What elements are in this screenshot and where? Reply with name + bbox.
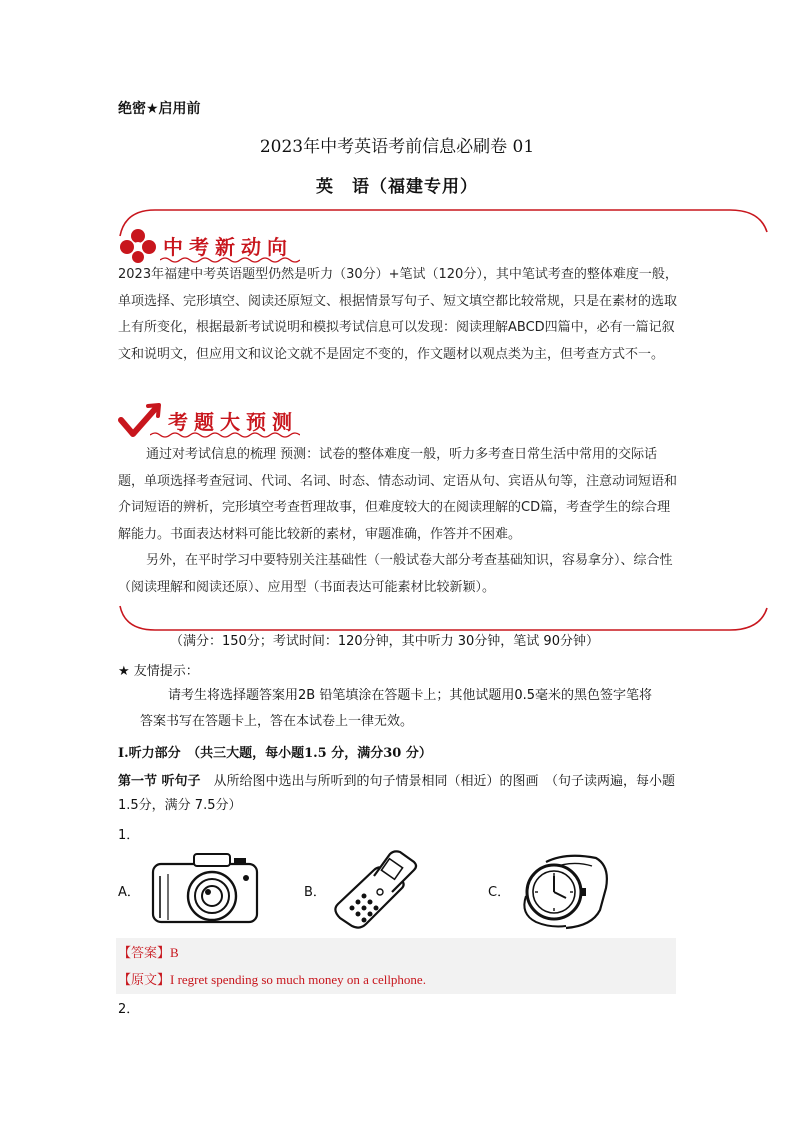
tip-body — [118, 683, 678, 735]
option-a-label: A． — [118, 885, 140, 900]
original-text: 【原文】I regret spending so much money on a cellphone. — [118, 972, 426, 987]
page-subtitle: 英 语（福建专用） — [316, 177, 478, 197]
confidential-label: 绝密★启用前 — [118, 101, 201, 117]
forecast-paragraph-2: 另外，在平时学习中要特别关注基础性（一般试卷大部分考查基础知识，容易拿分）、综合性（阅读理解和阅读还原）、应用型（书面表达可能素材比较新颖）。 — [118, 553, 673, 595]
listening-part-title: I.听力部分 （共三大题，每小题1.5 分，满分30 分） — [118, 746, 432, 761]
option-b-label: B． — [304, 885, 326, 900]
trend-heading: 中考新动向 — [163, 235, 293, 259]
forecast-paragraph-1: 通过对考试信息的梳理 预测：试卷的整体难度一般，听力多考查日常生活中常用的交际话题，单项选择考查冠词、代词、名词、时态、情态动词、定语从句、宾语从句等，注意动词短语和介词短语的辨析，完形填空考查哲理故事，但难度较大的在阅读理解的CD篇，考查学生的综合理解能力。书面表达材料可能比较新的素材，审题准确，作答并不困难。 — [118, 447, 678, 542]
section-1-desc: 从所给图中选出与所听到的句子情景相同（相近）的图画 （句子读两遍，每小题 1.5分，满分 7.5分） — [118, 774, 676, 813]
forecast-heading: 考题大预测 — [168, 410, 298, 434]
tip-label: ★ 友情提示： — [118, 664, 199, 679]
section-1-label: 第一节 听句子 — [118, 774, 201, 789]
tip-line-1: 请考生将选择题答案用2B 铅笔填涂在答题卡上；其他试题用0.5毫米的黑色签字笔将 — [168, 688, 652, 703]
forecast-heading-underline — [150, 431, 300, 439]
question-2-number: 2． — [118, 1002, 140, 1017]
tip-line-2: 答案书写在答题卡上，答在本试卷上一律无效。 — [140, 714, 414, 729]
wristwatch-icon — [516, 848, 612, 932]
section-1-instructions — [118, 770, 680, 818]
clover-icon — [118, 228, 158, 264]
option-c-label: C． — [488, 885, 511, 900]
trend-paragraph: 2023年福建中考英语题型仍然是听力（30分）+笔试（120分），其中笔试考查的整体难度一般，单项选择、完形填空、阅读还原短文、根据情景写句子、短文填空都比较常规，只是在素材的选取上有所变化，根据最新考试说明和模拟考试信息可以发现：阅读理解ABCD四篇中，必有一篇记叙文和说明文，但应用文和议论文就不是固定不变的，作文题材以观点类为主，但考查方式不一。 — [118, 267, 678, 362]
answer-label: 【答案】B — [118, 945, 179, 960]
question-1-number: 1． — [118, 828, 140, 843]
camera-icon — [150, 850, 260, 926]
page-title: 2023年中考英语考前信息必刷卷 01 — [259, 137, 535, 157]
score-info: （满分：150分；考试时间：120分钟，其中听力 30分钟，笔试 90分钟） — [170, 634, 599, 649]
flip-phone-icon — [330, 848, 420, 930]
